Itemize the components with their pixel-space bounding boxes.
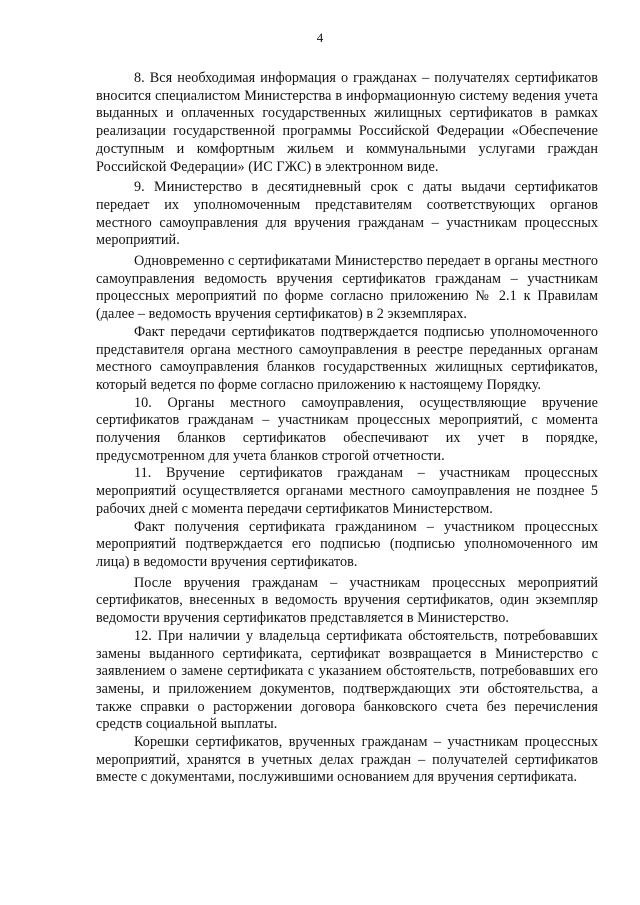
paragraph-11-statement-return: После вручения гражданам – участникам процессных мероприятий сертификатов, внесенных в ведомость вручения сертификатов, один экземпляр ведомости вручения сертификатов представляется в Министерство. [96, 574, 598, 627]
paragraph-11: 11. Вручение сертификатов гражданам – участникам процессных мероприятий осуществляется органами местного самоуправления не позднее 5 рабочих дней с момента передачи сертификатов Министерством. [96, 465, 598, 517]
paragraph-8: 8. Вся необходимая информация о гражданах – получателях сертификатов вносится специалистом Министерства в информационную систему ведения учета выданных и оплаченных государственных жилищных сертификатов в рамках реализации государственной программы Российской Федерации «Обеспечение доступным и комфортным жильем и коммунальными услугами граждан Российской Федерации» (ИС ГЖС) в электронном виде. [96, 70, 598, 175]
paragraph-9: 9. Министерство в десятидневный срок с даты выдачи сертификатов передает их уполномоченным представителям соответствующих органов местного самоуправления для вручения гражданам – участникам процессных мероприятий. [96, 179, 598, 249]
paragraph-9-statement-transfer: Одновременно с сертификатами Министерство передает в органы местного самоуправления ведомость вручения сертификатов гражданам – участникам процессных мероприятий по форме согласно приложению № 2.1 к Правилам (далее – ведомость вручения сертификатов) в 2 экземплярах. [96, 253, 598, 323]
paragraph-12-stubs-storage: Корешки сертификатов, врученных гражданам – участникам процессных мероприятий, хранятся в учетных делах граждан – получателей сертификатов вместе с документами, послужившими основанием для вручения сертификата. [96, 734, 598, 786]
document-body [96, 70, 598, 787]
page-number: 4 [316, 30, 324, 45]
paragraph-10: 10. Органы местного самоуправления, осуществляющие вручение сертификатов гражданам – участникам процессных мероприятий, с момента получения бланков сертификатов обеспечивают их учет в порядке, предусмотренном для учета бланков строгой отчетности. [96, 394, 598, 464]
paragraph-12: 12. При наличии у владельца сертификата обстоятельств, потребовавших замены выданного сертификата, сертификат возвращается в Министерство с заявлением о замене сертификата с указанием обстоятельств, потребовавших его замены, и приложением документов, подтверждающих эти обстоятельства, а также справки о расторжении договора банковского счета без перечисления средств социальной выплаты. [96, 627, 598, 733]
paragraph-11-receipt-confirmation: Факт получения сертификата гражданином – участником процессных мероприятий подтверждается его подписью (подписью уполномоченного им лица) в ведомости вручения сертификатов. [96, 518, 598, 570]
paragraph-9-transfer-confirmation: Факт передачи сертификатов подтверждается подписью уполномоченного представителя органа местного самоуправления в реестре переданных органам местного самоуправления бланков государственных жилищных сертификатов, который ведется по форме согласно приложению к настоящему Порядку. [96, 323, 598, 393]
